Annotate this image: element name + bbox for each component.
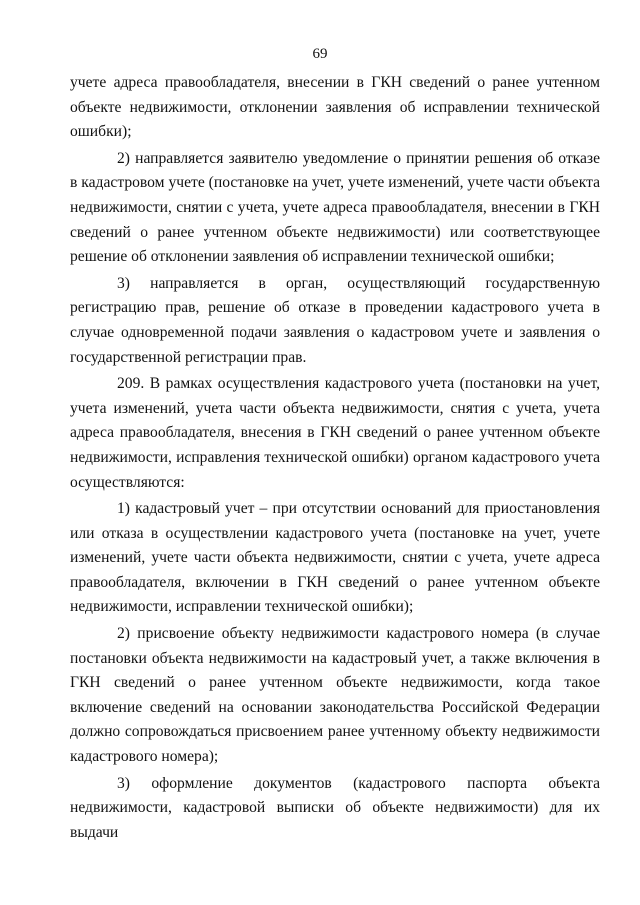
paragraph-clause-209-item-2: 2) присвоение объекту недвижимости кадастрового номера (в случае постановки объекта недвижимости на кадастровый учет, а также включения в ГКН сведений о ранее учтенном объекте недвижимости, когда такое включение сведений на основании законодательства Российской Федерации должно сопровождаться присвоением ранее учтенному объекту недвижимости кадастрового номера); [70,625,600,766]
paragraph-item-3-registration-body: 3) направляется в орган, осуществляющий государственную регистрацию прав, решение об отказе в проведении кадастрового учета в случае одновременной подачи заявления о кадастровом учете и заявления о государственной регистрации прав. [70,274,600,366]
paragraph-clause-209-item-1: 1) кадастровый учет – при отсутствии оснований для приостановления или отказа в осуществлении кадастрового учета (постановке на учет, учете изменений, учете части объекта недвижимости, снятии с учета, учете адреса правообладателя, включении в ГКН сведений о ранее учтенном объекте недвижимости, исправлении технической ошибки); [70,500,600,616]
document-body [70,71,600,845]
paragraph-clause-209-item-3: 3) оформление документов (кадастрового паспорта объекта недвижимости, кадастровой выписки об объекте недвижимости) для их выдачи [70,774,600,841]
paragraph-item-2-notification: 2) направляется заявителю уведомление о принятии решения об отказе в кадастровом учете (постановке на учет, учете изменений, учете части объекта недвижимости, снятии с учета, учете адреса правообладателя, внесении в ГКН сведений о ранее учтенном объекте недвижимости) или соответствующее решение об отклонении заявления об исправлении технической ошибки; [70,149,600,266]
page-number: 69 [312,46,328,62]
paragraph-continuation: учете адреса правообладателя, внесении в ГКН сведений о ранее учтенном объекте недвижимости, отклонении заявления об исправлении технической ошибки); [70,74,600,141]
paragraph-clause-209: 209. В рамках осуществления кадастрового учета (постановки на учет, учета изменений, учета части объекта недвижимости, снятия с учета, учета адреса правообладателя, внесения в ГКН сведений о ранее учтенном объекте недвижимости, исправления технической ошибки) органом кадастрового учета осуществляются: [70,375,600,491]
